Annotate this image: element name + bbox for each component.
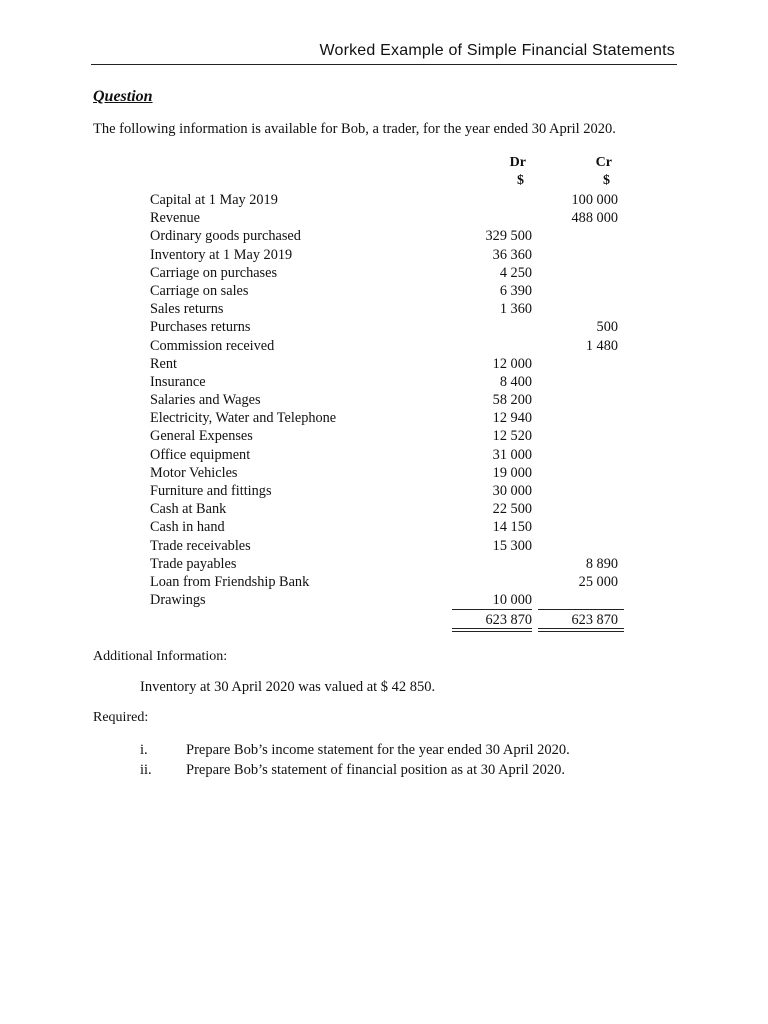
ledger-row-label: Carriage on purchases bbox=[150, 264, 278, 281]
dr-currency: $ bbox=[517, 173, 524, 188]
ledger-row-label: Commission received bbox=[150, 337, 275, 354]
ledger-row-label: Cash in hand bbox=[150, 519, 225, 536]
ledger-row-debit: 8 400 bbox=[499, 373, 532, 390]
additional-info-label: Additional Information: bbox=[93, 649, 228, 664]
ledger-row bbox=[150, 482, 630, 500]
required-item bbox=[140, 760, 565, 780]
ledger-row-debit: 12 000 bbox=[492, 355, 532, 372]
ledger-row-label: Ordinary goods purchased bbox=[150, 228, 301, 245]
ledger-row-debit: 15 300 bbox=[492, 537, 532, 554]
ledger-row bbox=[150, 300, 630, 318]
ledger-row bbox=[150, 318, 630, 336]
ledger-row-debit: 31 000 bbox=[492, 446, 532, 463]
ledger-row-debit: 1 360 bbox=[499, 301, 532, 318]
ledger-row-debit: 12 520 bbox=[492, 428, 532, 445]
ledger-row-label: Salaries and Wages bbox=[150, 392, 261, 409]
ledger-row-debit: 4 250 bbox=[499, 264, 532, 281]
cr-column-header bbox=[538, 154, 618, 190]
ledger-row bbox=[150, 500, 630, 518]
ledger-row-label: Sales returns bbox=[150, 301, 224, 318]
cr-total: 623 870 bbox=[571, 612, 618, 628]
ledger-row-debit: 6 390 bbox=[499, 282, 532, 299]
ledger-row-debit: 19 000 bbox=[492, 464, 532, 481]
dr-total: 623 870 bbox=[485, 612, 532, 628]
ledger-row-label: Electricity, Water and Telephone bbox=[150, 410, 337, 427]
ledger-row-label: Insurance bbox=[150, 373, 206, 390]
ledger-row bbox=[150, 446, 630, 464]
ledger-row-debit: 10 000 bbox=[492, 592, 532, 609]
required-item-number: i. bbox=[140, 742, 148, 758]
ledger-row-debit: 329 500 bbox=[485, 228, 532, 245]
ledger-row bbox=[150, 591, 630, 609]
ledger-row bbox=[150, 355, 630, 373]
ledger-row-label: Carriage on sales bbox=[150, 282, 249, 299]
additional-info-text: Inventory at 30 April 2020 was valued at $ 42 850. bbox=[140, 679, 436, 695]
ledger-row bbox=[150, 573, 630, 591]
ledger-row-debit: 22 500 bbox=[492, 501, 532, 518]
required-item-number: ii. bbox=[140, 762, 152, 778]
question-heading: Question bbox=[93, 88, 153, 105]
question-intro: The following information is available for Bob, a trader, for the year ended 30 April 2020. bbox=[93, 121, 616, 137]
ledger-row bbox=[150, 282, 630, 300]
ledger-row-credit: 1 480 bbox=[585, 337, 618, 354]
cr-label: Cr bbox=[595, 155, 612, 170]
cr-total-double-rule-1 bbox=[538, 628, 624, 629]
ledger-row-label: Cash at Bank bbox=[150, 501, 227, 518]
ledger-row bbox=[150, 427, 630, 445]
ledger-row bbox=[150, 391, 630, 409]
required-item-text: Prepare Bob’s statement of financial position as at 30 April 2020. bbox=[186, 762, 565, 778]
ledger-row-label: Trade payables bbox=[150, 555, 237, 572]
trial-balance-table bbox=[150, 191, 630, 609]
document-header-title: Worked Example of Simple Financial Statements bbox=[319, 42, 675, 59]
ledger-row bbox=[150, 227, 630, 245]
ledger-row-debit: 14 150 bbox=[492, 519, 532, 536]
ledger-row-label: Capital at 1 May 2019 bbox=[150, 192, 278, 208]
ledger-row bbox=[150, 555, 630, 573]
ledger-row-credit: 100 000 bbox=[571, 192, 618, 208]
required-item bbox=[140, 740, 570, 760]
ledger-row-label: Office equipment bbox=[150, 446, 251, 463]
ledger-row-debit: 58 200 bbox=[492, 392, 532, 409]
ledger-row-label: Rent bbox=[150, 355, 178, 372]
ledger-row-debit: 12 940 bbox=[492, 410, 532, 427]
ledger-row-debit: 36 360 bbox=[492, 246, 532, 263]
ledger-row-label: Trade receivables bbox=[150, 537, 251, 554]
ledger-row bbox=[150, 264, 630, 282]
dr-subtotal-rule bbox=[452, 609, 532, 610]
ledger-row-label: Motor Vehicles bbox=[150, 464, 238, 481]
ledger-row bbox=[150, 373, 630, 391]
ledger-row bbox=[150, 337, 630, 355]
ledger-row-label: Purchases returns bbox=[150, 319, 251, 336]
cr-subtotal-rule bbox=[538, 609, 624, 610]
header-divider bbox=[91, 64, 677, 65]
ledger-row-label: General Expenses bbox=[150, 428, 253, 445]
ledger-row-credit: 488 000 bbox=[571, 210, 618, 227]
ledger-row-debit: 30 000 bbox=[492, 483, 532, 499]
ledger-row bbox=[150, 209, 630, 227]
ledger-row bbox=[150, 518, 630, 536]
cr-currency: $ bbox=[603, 173, 610, 188]
ledger-row bbox=[150, 537, 630, 555]
required-label: Required: bbox=[93, 710, 149, 725]
dr-column-header bbox=[452, 154, 532, 190]
ledger-row-label: Loan from Friendship Bank bbox=[150, 573, 310, 590]
dr-label: Dr bbox=[509, 155, 526, 170]
ledger-row-credit: 500 bbox=[596, 319, 618, 336]
required-item-text: Prepare Bob’s income statement for the year ended 30 April 2020. bbox=[186, 742, 570, 758]
ledger-row-label: Furniture and fittings bbox=[150, 483, 272, 499]
ledger-row bbox=[150, 464, 630, 482]
ledger-row bbox=[150, 409, 630, 427]
dr-total-double-rule-1 bbox=[452, 628, 532, 629]
cr-total-double-rule-2 bbox=[538, 631, 624, 632]
ledger-row-label: Inventory at 1 May 2019 bbox=[150, 246, 293, 263]
ledger-row-credit: 8 890 bbox=[585, 555, 618, 572]
ledger-row-credit: 25 000 bbox=[578, 573, 618, 590]
ledger-row bbox=[150, 246, 630, 264]
ledger-row-label: Revenue bbox=[150, 210, 201, 227]
dr-total-double-rule-2 bbox=[452, 631, 532, 632]
ledger-row bbox=[150, 191, 630, 209]
ledger-row-label: Drawings bbox=[150, 592, 206, 609]
